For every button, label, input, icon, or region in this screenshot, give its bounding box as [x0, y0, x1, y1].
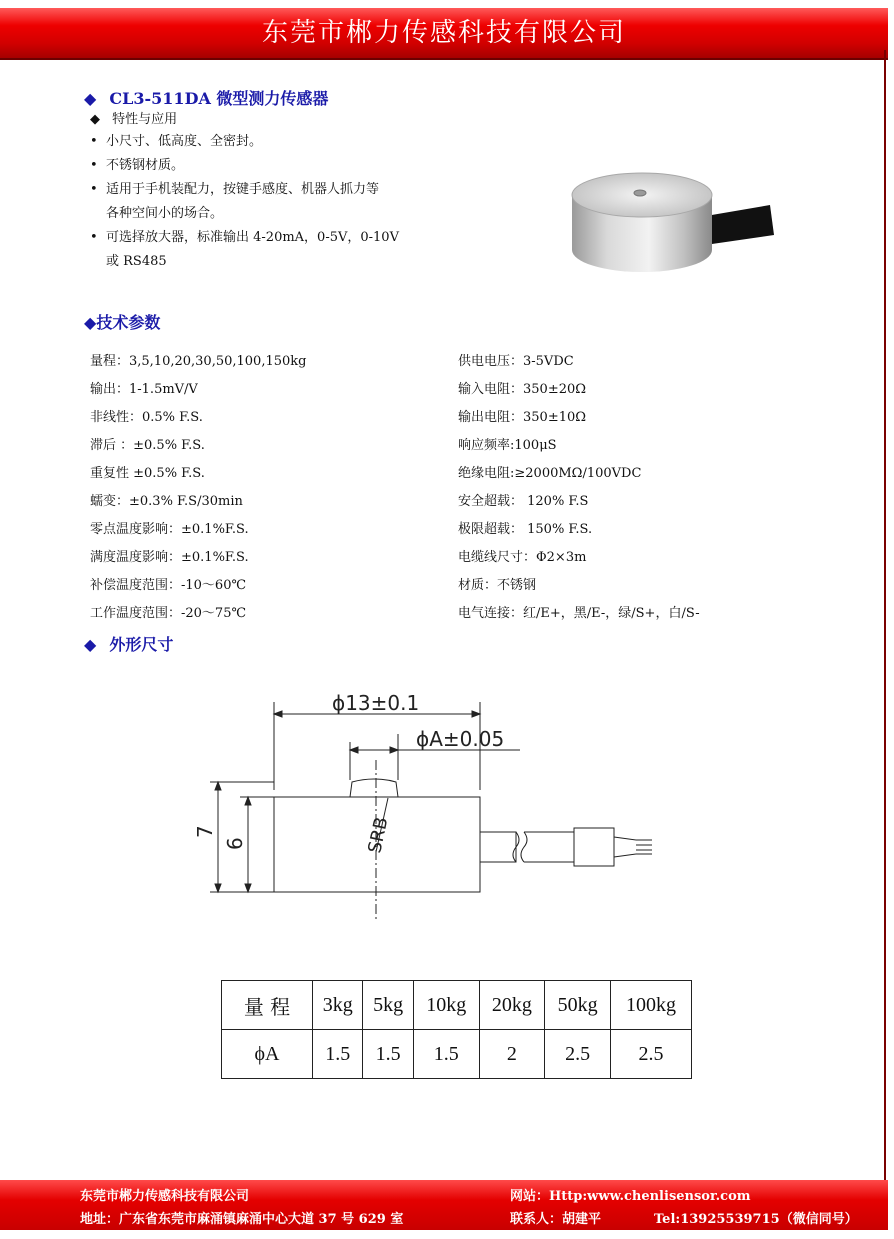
feature-text: 可选择放大器，标准输出 4-20mA，0-5V，0-10V 或 RS485	[106, 230, 399, 269]
table-row	[222, 981, 692, 1030]
table-cell: 1.5	[413, 1030, 479, 1079]
footer-address: 地址：广东省东莞市麻涌镇麻涌中心大道 37 号 629 室	[80, 1212, 404, 1227]
specs-title-row	[84, 310, 160, 333]
spec-item: 蠕变：±0.3% F.S/30min	[90, 494, 243, 509]
height-body-label: 6	[223, 837, 247, 850]
table-cell: 1.5	[313, 1030, 363, 1079]
footer-website[interactable]: 网站：Http:www.chenlisensor.com	[510, 1189, 751, 1204]
footer-company: 东莞市郴力传感科技有限公司	[80, 1189, 250, 1204]
features-heading-row	[90, 110, 177, 130]
dimension-drawing	[190, 690, 670, 930]
spec-item: 输出电阻：350±10Ω	[458, 410, 587, 425]
bullet-icon: •	[90, 158, 98, 173]
table-cell: 2.5	[545, 1030, 611, 1079]
feature-item	[90, 226, 450, 274]
table-cell: 5kg	[363, 981, 413, 1030]
table-cell: 2	[479, 1030, 545, 1079]
spec-item: 重复性 ±0.5% F.S.	[90, 466, 205, 481]
spec-item: 补偿温度范围：-10～60℃	[90, 578, 247, 593]
table-row	[222, 1030, 692, 1079]
load-button	[634, 190, 646, 196]
dimensions-title-row	[84, 632, 173, 655]
table-cell: 3kg	[313, 981, 363, 1030]
table-cell: 100kg	[610, 981, 691, 1030]
table-cell: 10kg	[413, 981, 479, 1030]
spec-item: 供电电压：3-5VDC	[458, 354, 574, 369]
specs-title: 技术参数	[96, 313, 161, 332]
product-title: CL3-511DA 微型测力传感器	[109, 89, 329, 108]
product-photo	[560, 165, 800, 285]
spec-item: 工作温度范围：-20～75℃	[90, 606, 247, 621]
marking-label: SRB	[364, 815, 393, 856]
table-cell: 2.5	[610, 1030, 691, 1079]
bullet-icon: •	[90, 230, 98, 245]
diamond-icon: ◆	[84, 635, 97, 654]
footer-tel: Tel:13925539715（微信同号）	[654, 1212, 858, 1227]
table-cell: 1.5	[363, 1030, 413, 1079]
spec-item: 响应频率:100μS	[458, 438, 557, 453]
feature-item	[90, 130, 450, 154]
company-title: 东莞市郴力传感科技有限公司	[261, 18, 626, 48]
spec-item: 输出：1-1.5mV/V	[90, 382, 198, 397]
feature-text: 适用于手机装配力，按键手感度、机器人抓力等 各种空间小的场合。	[106, 182, 380, 221]
capacity-table	[221, 980, 692, 1079]
spec-item: 滞后 ：±0.5% F.S.	[90, 438, 205, 453]
features-list	[90, 130, 450, 274]
spec-item: 零点温度影响：±0.1%F.S.	[90, 522, 249, 537]
table-cell: 50kg	[545, 981, 611, 1030]
feature-text: 小尺寸、低高度、全密封。	[106, 134, 263, 149]
feature-item	[90, 154, 450, 178]
feature-text: 不锈钢材质。	[106, 158, 185, 173]
spec-item: 安全超载： 120% F.S	[458, 494, 589, 509]
diamond-icon: ◆	[84, 313, 97, 332]
spec-item: 非线性：0.5% F.S.	[90, 410, 203, 425]
spec-item: 极限超载： 150% F.S.	[458, 522, 593, 537]
spec-item: 满度温度影响：±0.1%F.S.	[90, 550, 249, 565]
table-cell: 20kg	[479, 981, 545, 1030]
dimensions-title: 外形尺寸	[109, 635, 174, 654]
spec-item: 材质：不锈钢	[458, 578, 537, 593]
table-row-label: ϕA	[222, 1030, 313, 1079]
specs-right-column	[458, 348, 858, 628]
footer-contact: 联系人：胡建平	[510, 1212, 602, 1227]
spec-item: 电缆线尺寸：Φ2×3m	[458, 550, 587, 565]
spec-item: 量程：3,5,10,20,30,50,100,150kg	[90, 354, 307, 369]
height-total-label: 7	[193, 825, 217, 838]
product-title-row	[84, 86, 328, 109]
bullet-icon: •	[90, 182, 98, 197]
spec-item: 绝缘电阻:≥2000MΩ/100VDC	[458, 466, 642, 481]
spec-item: 电气连接：红/E+，黑/E-，绿/S+，白/S-	[458, 606, 700, 621]
spec-item: 输入电阻：350±20Ω	[458, 382, 587, 397]
feature-item	[90, 178, 450, 226]
right-border-line	[884, 50, 886, 1200]
outer-diameter-label: ϕ13±0.1	[332, 691, 420, 715]
features-heading: 特性与应用	[112, 112, 178, 127]
diamond-icon: ◆	[84, 89, 97, 108]
diamond-icon: ◆	[90, 112, 100, 127]
specs-left-column	[90, 348, 450, 628]
top-diameter-label: ϕA±0.05	[416, 727, 505, 751]
bullet-icon: •	[90, 134, 98, 149]
table-header-label: 量 程	[222, 981, 313, 1030]
